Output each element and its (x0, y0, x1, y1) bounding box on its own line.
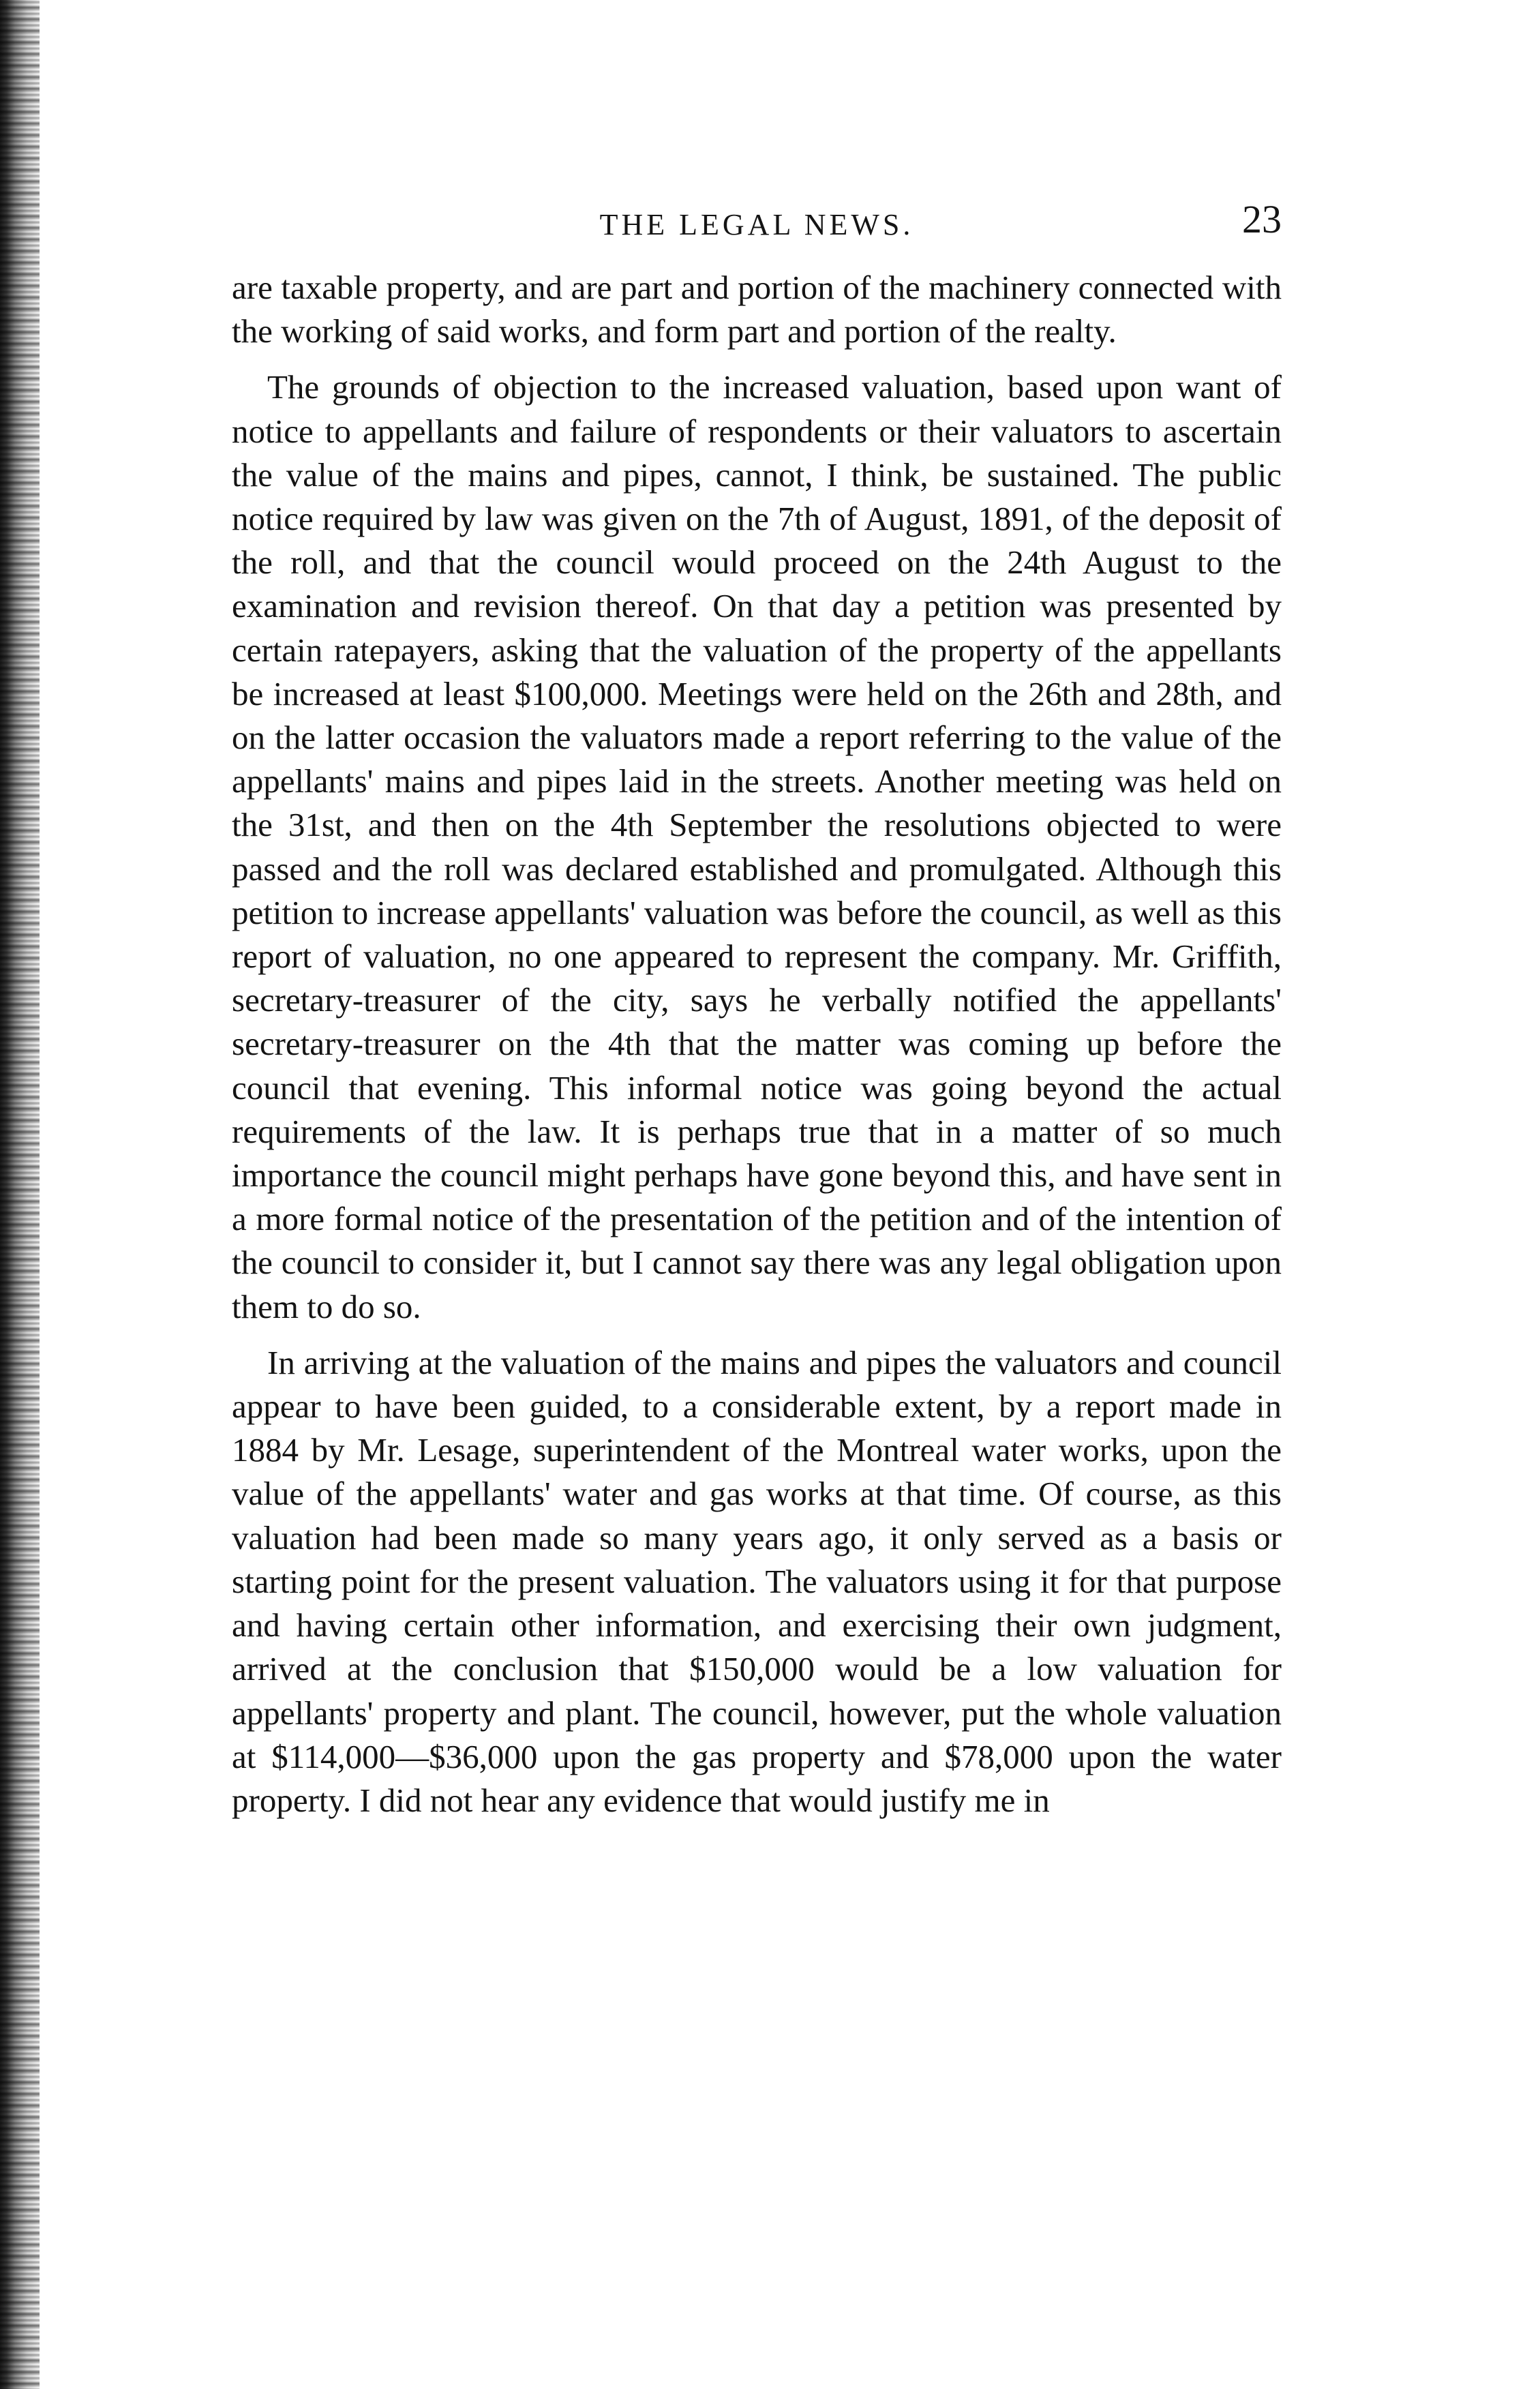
running-head (232, 198, 1282, 252)
page-number: 23 (1242, 197, 1282, 241)
running-title: THE LEGAL NEWS. (599, 208, 914, 241)
paragraph-1: are taxable property, and are part and portion of the machinery connected with the working of said works, and form part and portion of the realty. (232, 269, 1282, 350)
paragraph-3: In arriving at the valuation of the mains and pipes the valuators and council appear to have been guided, to a considerable extent, by a report made in 1884 by Mr. Lesage, superintendent of the Montreal water works, upon the value of the appellants' water and gas works at that time. Of course, as this valuation had been made so many years ago, it only served as a basis or starting point for the present valuation. The valuators using it for that purpose and having certain other information, and exercising their own judgment, arrived at the conclusion that $150,000 would be a low valuation for appellants' property and plant. The council, however, put the whole valuation at $114,000—$36,000 upon the gas property and $78,000 upon the water property. I did not hear any evidence that would justify me in (232, 1343, 1282, 1819)
paragraph-2: The grounds of objection to the increased valuation, based upon want of notice to appellants and failure of respondents or their valuators to ascertain the value of the mains and pipes, cannot, I think, be sustained. The public notice required by law was given on the 7th of August, 1891, of the deposit of the roll, and that the council would proceed on the 24th August to the examination and revision thereof. On that day a petition was presented by certain ratepayers, asking that the valuation of the property of the appellants be increased at least $100,000. Meetings were held on the 26th and 28th, and on the latter occasion the valuators made a report referring to the value of the appellants' mains and pipes laid in the streets. Another meeting was held on the 31st, and then on the 4th September the resolutions objected to were passed and the roll was declared established and promulgated. Although this petition to increase appellants' valuation was before the council, as well as this report of valuation, no one appeared to represent the company. Mr. Griffith, secretary-treasurer of the city, says he verbally notified the appellants' secretary-treasurer on the 4th that the matter was coming up before the council that evening. This informal notice was going beyond the actual requirements of the law. It is perhaps true that in a matter of so much importance the council might perhaps have gone beyond this, and have sent in a more formal notice of the presentation of the petition and of the intention of the council to consider it, but I cannot say there was any legal obligation upon them to do so. (232, 368, 1282, 1325)
binding-edge (0, 0, 40, 2389)
body-text (232, 266, 1282, 1822)
